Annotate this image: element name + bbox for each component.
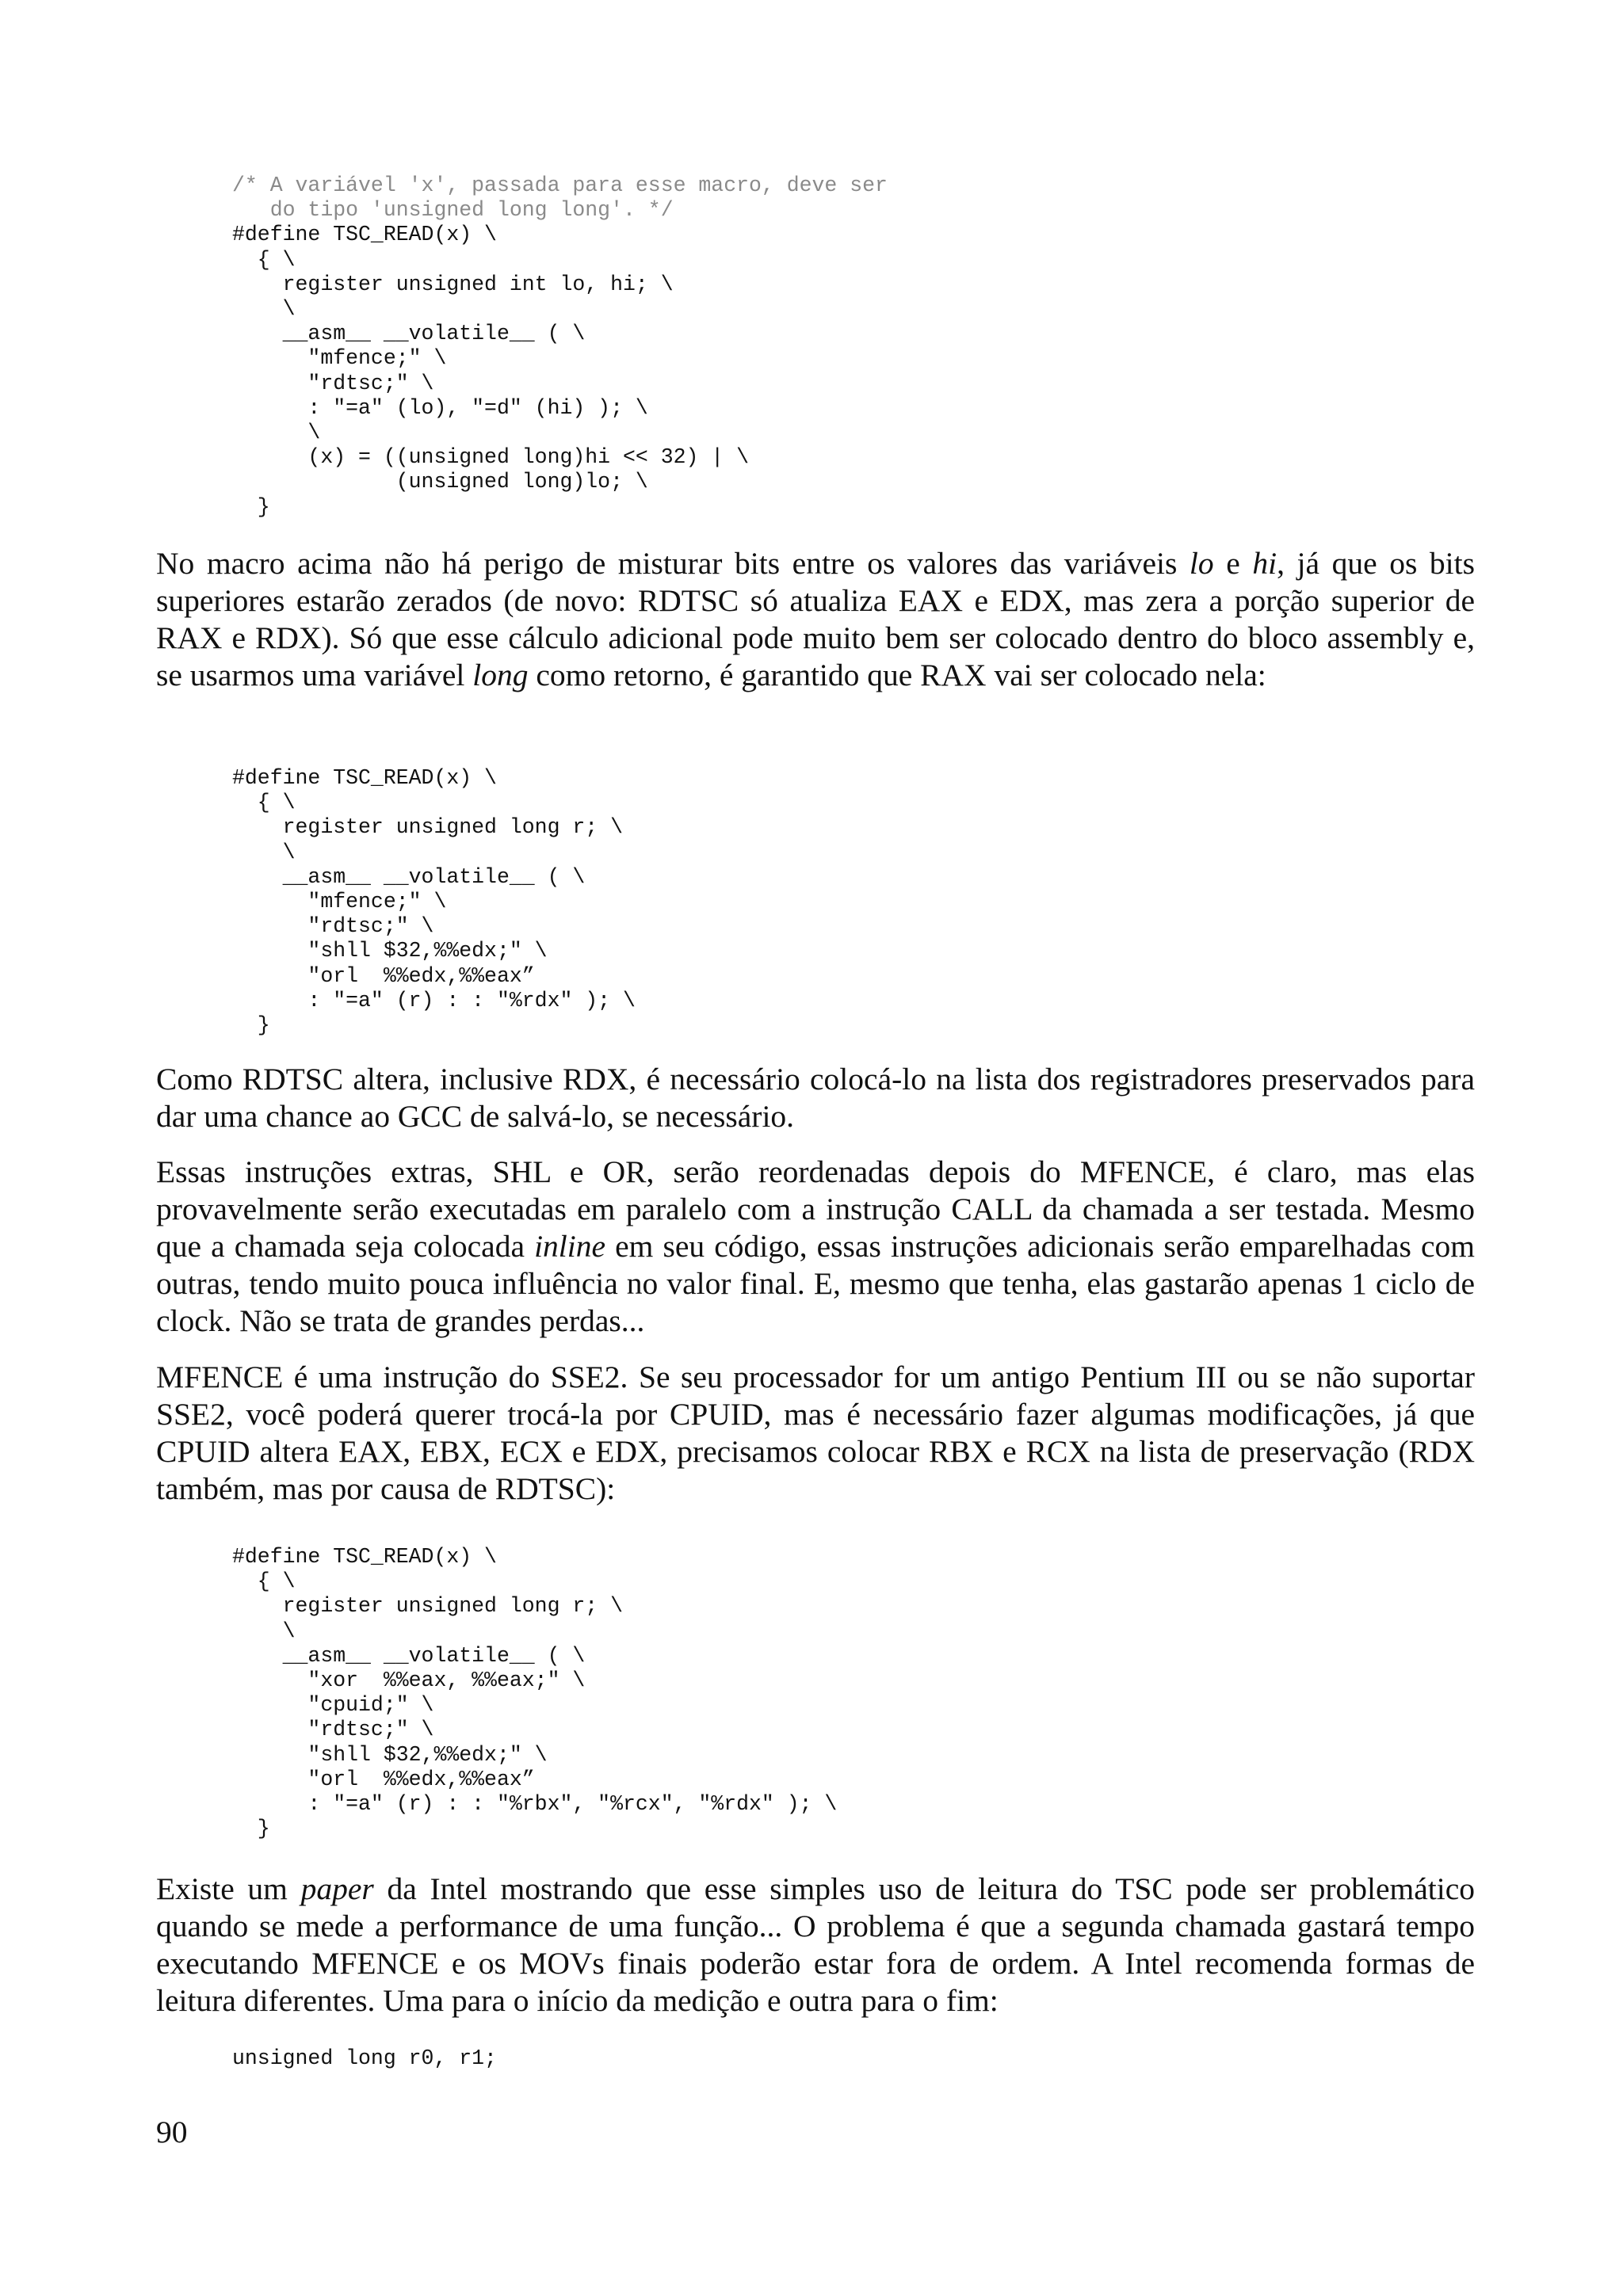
code-body: #define TSC_READ(x) \ { \ register unsigned int lo, hi; \ \ __asm__ __volatile__ ( \ "mfence;" \ "rdtsc;" \ : "=a" (lo), "=d" (hi) ); \ \ (x) = ((unsigned long)hi << 32) | \ (unsigned long)lo; \ } [232,223,750,519]
code-line-declaration: unsigned long r0, r1; [232,2046,497,2070]
code-comment: /* A variável 'x', passada para esse macro, deve ser do tipo 'unsigned long long'. */ [232,174,888,223]
italic-term-paper: paper [300,1871,374,1906]
paragraph-rdx-preserved: Como RDTSC altera, inclusive RDX, é necessário colocá-lo na lista dos registradores preservados para dar uma chance ao GCC de salvá-lo, se necessário. [156,1062,1475,1134]
text-span: Essas instruções extras, SHL e OR, serão reordenadas depois do MFENCE, é claro, mas elas provavelmente serão executadas em paralelo com a instrução CALL da chamada a ser testada. Mesmo que a chamada seja colocada [156,1154,1475,1264]
paragraph-mfence-sse2: MFENCE é uma instrução do SSE2. Se seu processador for um antigo Pentium III ou se não suportar SSE2, você poderá querer trocá-la por CPUID, mas é necessário fazer algumas modificações, já que CPUID altera EAX, EBX, ECX e EDX, precisamos colocar RBX e RCX na lista de preservação (RDX também, mas por causa de RDTSC): [156,1360,1475,1506]
paragraph-intel-paper [156,1871,1475,2019]
italic-term-inline: inline [534,1229,606,1264]
italic-term-hi: hi [1252,546,1277,581]
code-block-tsc-read-lo-hi [232,174,888,520]
text-span: como retorno, é garantido que RAX vai ser colocado nela: [528,658,1266,692]
paragraph-extra-instructions [156,1154,1475,1340]
code-block-tsc-read-mfence: #define TSC_READ(x) \ { \ register unsigned long r; \ \ __asm__ __volatile__ ( \ "mfence;" \ "rdtsc;" \ "shll $32,%%edx;" \ "orl %%edx,%%eax” : "=a" (r) : : "%rdx" ); \ } [232,766,636,1038]
italic-term-long: long [472,658,529,692]
code-block-tsc-read-cpuid: #define TSC_READ(x) \ { \ register unsigned long r; \ \ __asm__ __volatile__ ( \ "xor %%eax, %%eax;" \ "cpuid;" \ "rdtsc;" \ "shll $32,%%edx;" \ "orl %%edx,%%eax” : "=a" (r) : : "%rbx", "%rcx", "%rdx" ); \ } [232,1545,838,1841]
text-span: da Intel mostrando que esse simples uso de leitura do TSC pode ser problemático quando se mede a performance de uma função... O problema é que a segunda chamada gastará tempo executando MFENCE e os MOVs finais poderão estar fora de ordem. A Intel recomenda formas de leitura diferentes. Uma para o início da medição e outra para o fim: [156,1871,1475,2018]
italic-term-lo: lo [1189,546,1214,581]
text-span: em seu código, essas instruções adicionais serão emparelhadas com outras, tendo muito pouca influência no valor final. E, mesmo que tenha, elas gastarão apenas 1 ciclo de clock. Não se trata de grandes perdas... [156,1229,1475,1338]
text-span: e [1213,546,1253,581]
text-span: , já que os bits superiores estarão zerados (de novo: RDTSC só atualiza EAX e EDX, mas zera a porção superior de RAX e RDX). Só que esse cálculo adicional pode muito bem ser colocado dentro do bloco assembly e, se usarmos uma variável [156,546,1475,692]
text-span: Existe um [156,1871,301,1906]
paragraph-macro-explanation [156,545,1475,694]
page-number: 90 [156,2115,188,2149]
text-span: No macro acima não há perigo de misturar bits entre os valores das variáveis [156,546,1190,581]
